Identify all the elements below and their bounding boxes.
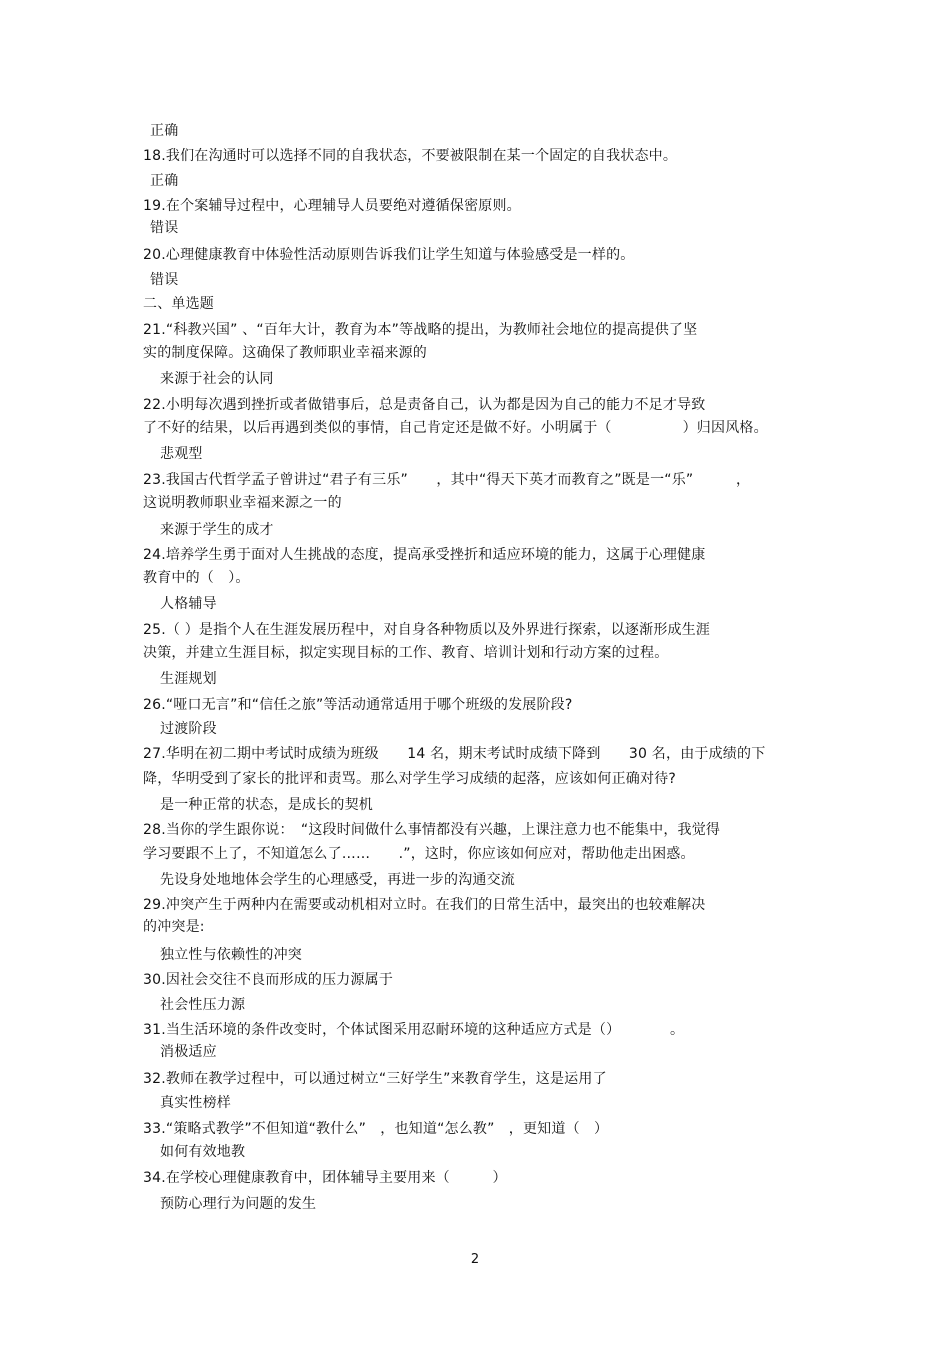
answer-23: 来源于学生的成才 — [160, 522, 274, 538]
question-20: 20.心理健康教育中体验性活动原则告诉我们让学生知道与体验感受是一样的。 — [143, 247, 635, 263]
question-30: 30.因社会交往不良而形成的压力源属于 — [143, 972, 394, 988]
question-28-line2: 学习要跟不上了，不知道怎么了…… .”，这时，你应该如何应对，帮助他走出困惑。 — [143, 846, 695, 862]
question-22-line2: 了不好的结果，以后再遇到类似的事情，自己肯定还是做不好。小明属于（ ）归因风格。 — [143, 420, 768, 436]
question-28-line1: 28.当你的学生跟你说： “这段时间做什么事情都没有兴趣，上课注意力也不能集中，我觉得 — [143, 822, 721, 838]
question-19: 19.在个案辅导过程中，心理辅导人员要绝对遵循保密原则。 — [143, 198, 521, 214]
question-25-line2: 决策，并建立生涯目标，拟定实现目标的工作、教育、培训计划和行动方案的过程。 — [143, 645, 669, 661]
answer-17: 正确 — [150, 123, 179, 139]
question-25-line1: 25.（ ）是指个人在生涯发展历程中，对自身各种物质以及外界进行探索，以逐渐形成生涯 — [143, 622, 711, 638]
question-32: 32.教师在教学过程中，可以通过树立“三好学生”来教育学生，这是运用了 — [143, 1071, 607, 1087]
question-23-line2: 这说明教师职业幸福来源之一的 — [143, 495, 342, 511]
answer-19: 错误 — [150, 220, 179, 236]
question-18: 18.我们在沟通时可以选择不同的自我状态，不要被限制在某一个固定的自我状态中。 — [143, 148, 678, 164]
question-22-line1: 22.小明每次遇到挫折或者做错事后，总是责备自己，认为都是因为自己的能力不足才导致 — [143, 397, 706, 413]
question-26: 26.“哑口无言”和“信任之旅”等活动通常适用于哪个班级的发展阶段? — [143, 697, 573, 713]
question-21-line1: 21.“科教兴国” 、“百年大计，教育为本”等战略的提出，为教师社会地位的提高提供了坚 — [143, 322, 698, 338]
answer-26: 过渡阶段 — [160, 721, 217, 737]
answer-33: 如何有效地教 — [160, 1144, 246, 1160]
question-24-line2: 教育中的（ ）。 — [143, 570, 250, 586]
answer-24: 人格辅导 — [160, 596, 217, 612]
answer-27: 是一种正常的状态，是成长的契机 — [160, 797, 373, 813]
question-23-line1: 23.我国古代哲学孟子曾讲过“君子有三乐” ，其中“得天下英才而教育之”既是一“乐” ， — [143, 472, 751, 488]
answer-25: 生涯规划 — [160, 671, 217, 687]
question-29-line1: 29.冲突产生于两种内在需要或动机相对立时。在我们的日常生活中，最突出的也较难解决 — [143, 897, 706, 913]
answer-18: 正确 — [150, 173, 179, 189]
answer-34: 预防心理行为问题的发生 — [160, 1196, 317, 1212]
question-24-line1: 24.培养学生勇于面对人生挑战的态度，提高承受挫折和适应环境的能力，这属于心理健康 — [143, 547, 706, 563]
question-27-line2: 降，华明受到了家长的批评和责骂。那么对学生学习成绩的起落，应该如何正确对待? — [143, 771, 677, 787]
answer-21: 来源于社会的认同 — [160, 371, 274, 387]
question-34: 34.在学校心理健康教育中，团体辅导主要用来（ ） — [143, 1170, 507, 1186]
answer-22: 悲观型 — [160, 446, 203, 462]
answer-32: 真实性榜样 — [160, 1095, 231, 1111]
answer-29: 独立性与依赖性的冲突 — [160, 947, 302, 963]
question-33: 33.“策略式教学”不但知道“教什么” ，也知道“怎么教” ，更知道（ ） — [143, 1121, 609, 1137]
page-number: 2 — [470, 1252, 480, 1267]
question-29-line2: 的冲突是: — [143, 919, 205, 935]
answer-28: 先设身处地地体会学生的心理感受，再进一步的沟通交流 — [160, 872, 515, 888]
question-27-line1: 27.华明在初二期中考试时成绩为班级 14 名，期末考试时成绩下降到 30 名，由于成绩的下 — [143, 746, 766, 762]
question-31: 31.当生活环境的条件改变时，个体试图采用忍耐环境的这种适应方式是（） 。 — [143, 1022, 685, 1038]
section-heading: 二、单选题 — [143, 296, 214, 312]
answer-20: 错误 — [150, 272, 179, 288]
question-21-line2: 实的制度保障。这确保了教师职业幸福来源的 — [143, 345, 427, 361]
answer-31: 消极适应 — [160, 1044, 217, 1060]
answer-30: 社会性压力源 — [160, 997, 246, 1013]
